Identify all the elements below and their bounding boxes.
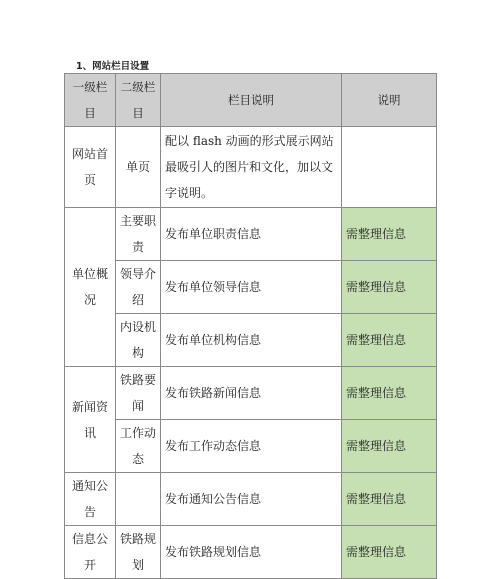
- level1-cell: 通知公告: [65, 473, 116, 526]
- note-cell: 需整理信息: [342, 208, 437, 261]
- column-settings-table: [64, 73, 437, 579]
- table-row: [65, 208, 437, 261]
- desc-cell: 发布通知公告信息: [161, 473, 342, 526]
- table-row: [65, 261, 437, 314]
- desc-cell: 发布铁路规划信息: [161, 526, 342, 579]
- desc-cell: 发布铁路新闻信息: [161, 367, 342, 420]
- desc-cell: 发布单位职责信息: [161, 208, 342, 261]
- level2-cell: 单页: [116, 127, 161, 208]
- level2-cell: 工作动态: [116, 420, 161, 473]
- level1-cell: 单位概况: [65, 208, 116, 367]
- section-title: 1、网站栏目设置: [76, 61, 150, 72]
- note-cell: 需整理信息: [342, 473, 437, 526]
- level2-cell: 领导介绍: [116, 261, 161, 314]
- level1-cell: 新闻资讯: [65, 367, 116, 473]
- note-cell: 需整理信息: [342, 367, 437, 420]
- level1-cell: 网站首页: [65, 127, 116, 208]
- note-cell: 需整理信息: [342, 261, 437, 314]
- note-cell: 需整理信息: [342, 314, 437, 367]
- level2-cell: 铁路要闻: [116, 367, 161, 420]
- level1-cell: 信息公开: [65, 526, 116, 579]
- header-desc: 栏目说明: [161, 74, 342, 127]
- level2-cell: 主要职责: [116, 208, 161, 261]
- header-row: [65, 74, 437, 127]
- note-cell: 需整理信息: [342, 526, 437, 579]
- desc-cell: 发布单位机构信息: [161, 314, 342, 367]
- desc-cell: 发布单位领导信息: [161, 261, 342, 314]
- desc-cell: 发布工作动态信息: [161, 420, 342, 473]
- header-level1: 一级栏目: [65, 74, 116, 127]
- table-row: [65, 473, 437, 526]
- level2-cell: 内设机构: [116, 314, 161, 367]
- table-row: [65, 367, 437, 420]
- level2-cell: 铁路规划: [116, 526, 161, 579]
- level2-cell: [116, 473, 161, 526]
- table-row: [65, 420, 437, 473]
- header-note: 说明: [342, 74, 437, 127]
- header-level2: 二级栏目: [116, 74, 161, 127]
- note-cell: [342, 127, 437, 208]
- note-cell: 需整理信息: [342, 420, 437, 473]
- table-row: [65, 314, 437, 367]
- table-row: [65, 526, 437, 579]
- table-row: [65, 127, 437, 208]
- desc-cell: 配以 flash 动画的形式展示网站最吸引人的图片和文化，加以文字说明。: [161, 127, 342, 208]
